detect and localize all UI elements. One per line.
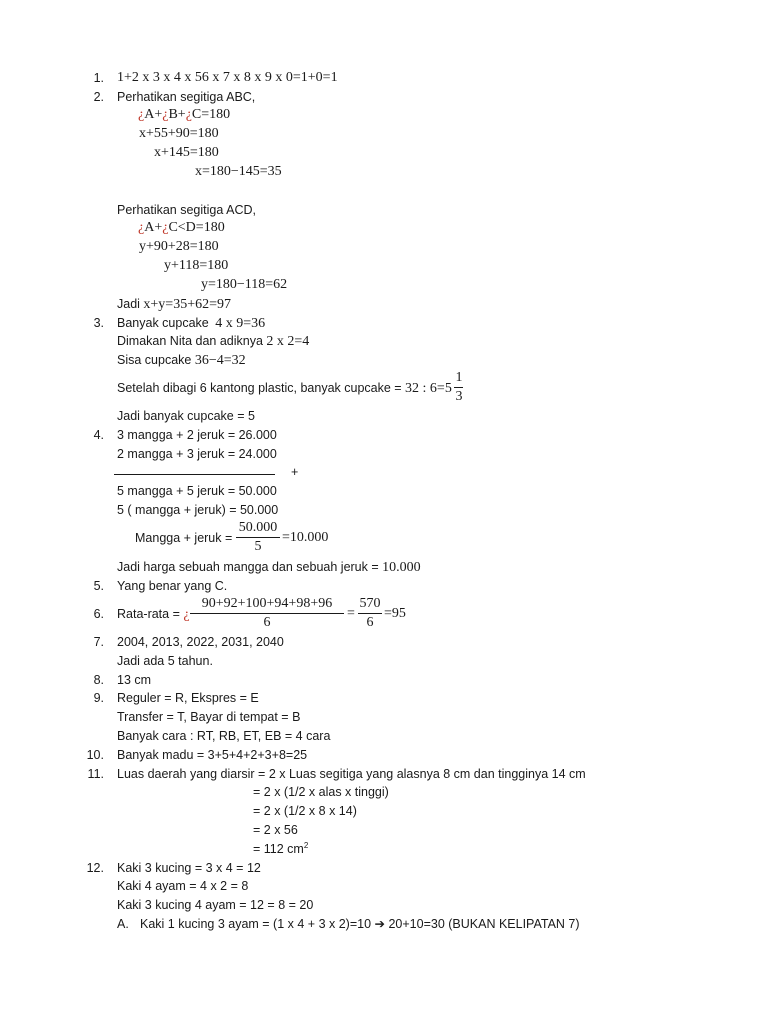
item-11-line-4: = 2 x 56 — [253, 823, 298, 837]
abc-step-2: x+55+90=180 — [139, 126, 219, 141]
plus-sign: + — [291, 465, 299, 479]
fraction-denominator: 6 — [263, 615, 271, 630]
fraction-bar — [190, 613, 344, 614]
sum-line — [114, 474, 275, 475]
item-3-line-2: Dimakan Nita dan adiknya 2 x 2=4 — [117, 334, 310, 349]
item-number: 11. — [87, 767, 104, 781]
item-12-line-1: Kaki 3 kucing = 3 x 4 = 12 — [117, 861, 261, 875]
acd-angle-equation: ¿A+¿C<D=180 — [138, 220, 225, 235]
item-3-line-4: Setelah dibagi 6 kantong plastic, banyak cupcake = 32 : 6=5 — [117, 381, 452, 396]
item-12-sub-a-label: A. — [117, 917, 129, 931]
angle-mark: ¿ — [138, 107, 145, 122]
fraction-denominator: 6 — [366, 615, 374, 630]
abc-step-4: x=180−145=35 — [195, 164, 282, 179]
fraction-denominator: 3 — [455, 389, 463, 404]
fraction-numerator: 570 — [359, 596, 381, 611]
acd-step-3: y+118=180 — [164, 258, 229, 273]
item-12-line-3: Kaki 3 kucing 4 ayam = 12 = 8 = 20 — [117, 898, 314, 912]
item-2-title-2: Perhatikan segitiga ACD, — [117, 203, 256, 217]
angle-mark: ¿ — [162, 220, 169, 235]
item-4-line-1: 3 mangga + 2 jeruk = 26.000 — [117, 428, 277, 442]
fraction-bar — [358, 613, 382, 614]
abc-angle-equation: ¿A+¿B+¿C=180 — [138, 107, 231, 122]
angle-mark: ¿ — [138, 220, 145, 235]
acd-step-2: y+90+28=180 — [139, 239, 219, 254]
item-number: 8. — [93, 673, 104, 687]
item-4-line-4: 5 ( mangga + jeruk) = 50.000 — [117, 503, 279, 517]
fraction-numerator: 90+92+100+94+98+96 — [201, 596, 333, 611]
equals-sign: = — [347, 606, 355, 621]
item-3-line-1: Banyak cupcake 4 x 9=36 — [117, 316, 266, 331]
item-3-line-3: Sisa cupcake 36−4=32 — [117, 353, 246, 368]
angle-mark: ¿ — [162, 107, 169, 122]
item-6-label: Rata-rata = ¿ — [117, 607, 190, 622]
item-4-line-2: 2 mangga + 3 jeruk = 24.000 — [117, 447, 277, 461]
fraction-bar — [454, 387, 463, 388]
arrow-icon: ➔ — [374, 917, 385, 931]
item-number: 5. — [93, 579, 104, 593]
item-4-line-6: Jadi harga sebuah mangga dan sebuah jeruk = 10.000 — [117, 560, 421, 575]
item-9-line-2: Transfer = T, Bayar di tempat = B — [117, 710, 301, 724]
item-12-line-2: Kaki 4 ayam = 4 x 2 = 8 — [117, 879, 249, 893]
item-4-line-5-label: Mangga + jeruk = — [135, 531, 233, 545]
item-7-line-2: Jadi ada 5 tahun. — [117, 654, 213, 668]
angle-mark: ¿ — [183, 607, 190, 622]
angle-mark: ¿ — [185, 107, 192, 122]
item-8-line-1: 13 cm — [117, 673, 152, 687]
item-4-line-3: 5 mangga + 5 jeruk = 50.000 — [117, 484, 277, 498]
item-number: 10. — [86, 748, 104, 762]
item-3-line-5: Jadi banyak cupcake = 5 — [117, 409, 255, 423]
item-number: 2. — [93, 90, 104, 104]
item-12-sub-a: Kaki 1 kucing 3 ayam = (1 x 4 + 3 x 2)=10 ➔ 20+10=30 (BUKAN KELIPATAN 7) — [140, 917, 580, 931]
item-2-title: Perhatikan segitiga ABC, — [117, 90, 256, 104]
item-10-line-1: Banyak madu = 3+5+4+2+3+8=25 — [117, 748, 308, 762]
item-number: 1. — [93, 71, 104, 85]
item-number: 4. — [93, 428, 104, 442]
item-number: 7. — [93, 635, 104, 649]
item-9-line-1: Reguler = R, Ekspres = E — [117, 691, 259, 705]
item-11-line-2: = 2 x (1/2 x alas x tinggi) — [253, 785, 389, 799]
item-11-line-1: Luas daerah yang diarsir = 2 x Luas segitiga yang alasnya 8 cm dan tingginya 14 cm — [117, 767, 586, 781]
item-7-line-1: 2004, 2013, 2022, 2031, 2040 — [117, 635, 284, 649]
item-number: 3. — [93, 316, 104, 330]
fraction-bar — [236, 537, 280, 538]
acd-step-4: y=180−118=62 — [201, 277, 288, 292]
item-11-line-3: = 2 x (1/2 x 8 x 14) — [253, 804, 357, 818]
fraction-numerator: 50.000 — [238, 520, 278, 535]
item-5-line-1: Yang benar yang C. — [117, 579, 228, 593]
item-2-result: Jadi x+y=35+62=97 — [117, 297, 231, 312]
item-4-line-5-result: =10.000 — [282, 530, 329, 545]
item-6-result: =95 — [384, 606, 406, 621]
item-1-equation: 1+2 x 3 x 4 x 56 x 7 x 8 x 9 x 0=1+0=1 — [117, 70, 338, 85]
item-number: 12. — [86, 861, 104, 875]
abc-step-3: x+145=180 — [154, 145, 219, 160]
fraction-numerator: 1 — [455, 370, 463, 385]
item-11-line-5: = 112 $cm^2$ — [253, 840, 309, 856]
fraction-denominator: 5 — [254, 539, 262, 554]
item-number: 9. — [93, 691, 104, 705]
item-number: 6. — [93, 607, 104, 621]
item-9-line-3: Banyak cara : RT, RB, ET, EB = 4 cara — [117, 729, 331, 743]
